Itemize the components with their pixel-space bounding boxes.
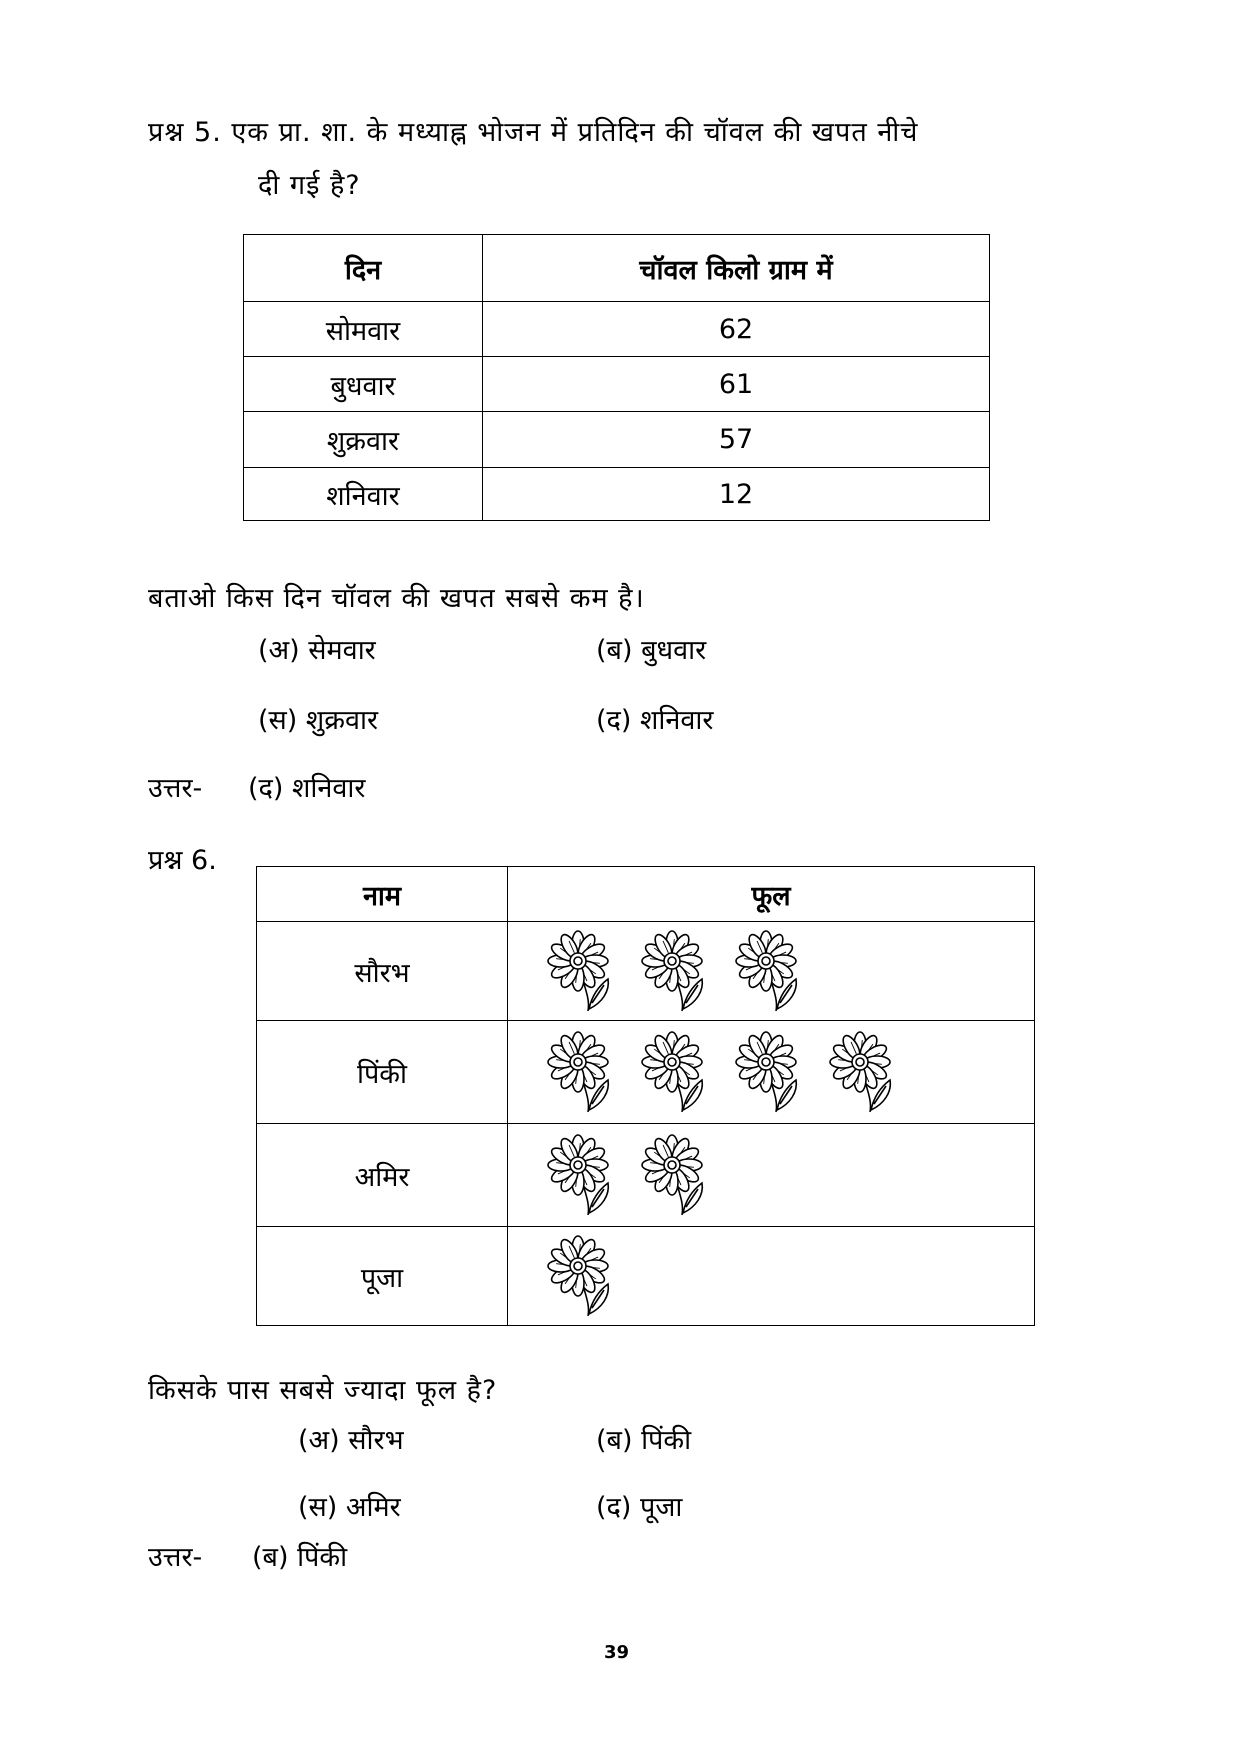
q5-answer: (द) शनिवार [248,773,366,804]
flower-cell [508,1227,1035,1326]
flower-icon [730,1030,810,1114]
flower-icon [636,1133,716,1217]
q6-option-a: (अ) सौरभ [298,1425,404,1456]
flower-icon [636,1030,716,1114]
name-cell: पूजा [257,1227,508,1326]
flower-icon [542,1030,622,1114]
value-cell: 12 [483,468,990,521]
q5-option-a: (अ) सेमवार [258,635,376,666]
page-number: 39 [604,1642,630,1663]
table-row [244,468,990,521]
flower-icon [636,929,716,1013]
flower-icon [824,1030,904,1114]
flower-cell [508,1021,1035,1124]
q5-line2: दी गई है? [258,170,361,201]
q5-question: बताओ किस दिन चॉवल की खपत सबसे कम है। [148,583,645,614]
table-row [244,302,990,357]
value-cell: 57 [483,412,990,468]
day-cell: शुक्रवार [244,412,483,468]
flower-table [256,866,1035,1326]
name-cell: पिंकी [257,1021,508,1124]
q6-label: प्रश्न 6. [148,845,217,876]
table-row [257,1124,1035,1227]
flower-cell [508,922,1035,1021]
q6-option-d: (द) पूजा [596,1492,683,1523]
flower-icon [730,929,810,1013]
flower-icon [542,1234,622,1318]
q5-answer-label: उत्तर- [148,773,203,804]
name-cell: अमिर [257,1124,508,1227]
q5-option-b: (ब) बुधवार [596,635,707,666]
q6-answer-label: उत्तर- [148,1542,203,1573]
q6-answer: (ब) पिंकी [252,1542,348,1573]
day-cell: शनिवार [244,468,483,521]
day-cell: बुधवार [244,357,483,412]
flower-icon [542,929,622,1013]
q5-option-d: (द) शनिवार [596,705,714,736]
rice-table [243,234,990,521]
table-row [257,1227,1035,1326]
flower-icon [542,1133,622,1217]
flower-table-header-flowers: फूल [508,867,1035,922]
q5-option-c: (स) शुक्रवार [258,705,379,736]
value-cell: 61 [483,357,990,412]
table-row [244,412,990,468]
q6-option-c: (स) अमिर [298,1492,401,1523]
q6-option-b: (ब) पिंकी [596,1425,692,1456]
name-cell: सौरभ [257,922,508,1021]
q5-line1: प्रश्न 5. एक प्रा. शा. के मध्याह्न भोजन में प्रतिदिन की चॉवल की खपत नीचे [148,117,919,148]
rice-table-header-kg: चॉवल किलो ग्राम में [483,235,990,302]
day-cell: सोमवार [244,302,483,357]
flower-table-header-name: नाम [257,867,508,922]
value-cell: 62 [483,302,990,357]
rice-table-header-day: दिन [244,235,483,302]
table-row [257,922,1035,1021]
flower-cell [508,1124,1035,1227]
table-row [257,1021,1035,1124]
q6-question: किसके पास सबसे ज्यादा फूल है? [148,1375,498,1406]
table-row [244,357,990,412]
